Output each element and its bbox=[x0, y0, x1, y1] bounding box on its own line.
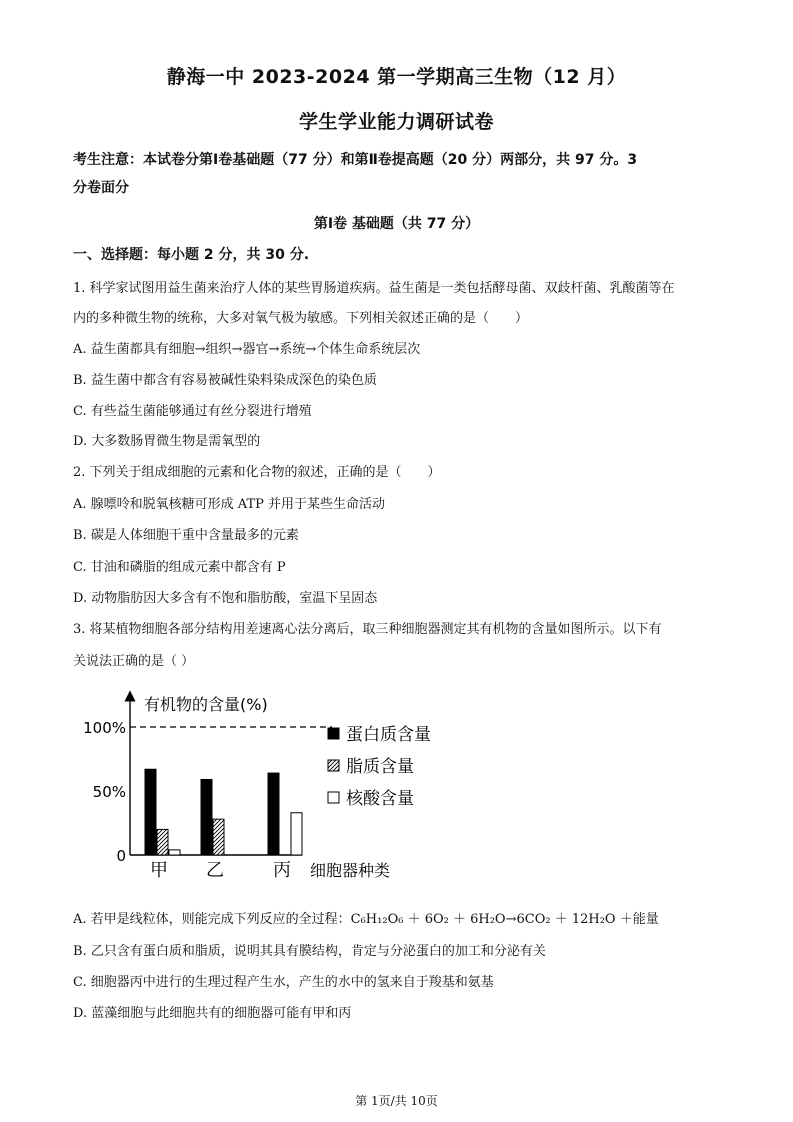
q2-option-a: A. 腺嘌呤和脱氧核糖可形成 ATP 并用于某些生命活动 bbox=[73, 497, 386, 512]
y-tick-label: 100% bbox=[83, 719, 126, 737]
q2-stem: 2. 下列关于组成细胞的元素和化合物的叙述，正确的是（ ） bbox=[73, 465, 441, 480]
y-tick-label: 50% bbox=[92, 783, 126, 801]
x-tick-label: 乙 bbox=[206, 860, 224, 881]
bar-乙-1 bbox=[213, 819, 224, 855]
q3-stem-line-1: 3. 将某植物细胞各部分结构用差速离心法分离后，取三种细胞器测定其有机物的含量如图所示。以下有 bbox=[73, 622, 662, 637]
bar-乙-0 bbox=[201, 779, 212, 855]
x-tick-label: 甲 bbox=[150, 860, 168, 881]
section-title: 第Ⅰ卷 基础题（共 77 分） bbox=[313, 216, 480, 232]
bar-甲-0 bbox=[145, 769, 156, 855]
legend-label: 核酸含量 bbox=[346, 789, 414, 809]
bar-丙-0 bbox=[268, 773, 279, 855]
page-number: 第 1页/共 10页 bbox=[355, 1094, 438, 1108]
q1-stem-line-2: 内的多种微生物的统称，大多对氧气极为敏感。下列相关叙述正确的是（ ） bbox=[73, 311, 529, 326]
bar-丙-2 bbox=[291, 813, 302, 855]
x-tick-label: 丙 bbox=[273, 860, 291, 881]
q3-option-c: C. 细胞器丙中进行的生理过程产生水，产生的水中的氢来自于羧基和氨基 bbox=[73, 975, 494, 990]
y-axis-label: 有机物的含量(%) bbox=[144, 695, 268, 714]
legend-label: 脂质含量 bbox=[346, 757, 414, 777]
bar-甲-1 bbox=[157, 829, 168, 855]
legend-swatch bbox=[328, 792, 339, 803]
title-line-2: 学生学业能力调研试卷 bbox=[298, 111, 494, 133]
q3-option-d: D. 蓝藻细胞与此细胞共有的细胞器可能有甲和丙 bbox=[73, 1006, 352, 1021]
bar-甲-2 bbox=[169, 850, 180, 855]
legend-label: 蛋白质含量 bbox=[346, 725, 431, 745]
q3-option-b: B. 乙只含有蛋白质和脂质，说明其具有膜结构，肯定与分泌蛋白的加工和分泌有关 bbox=[73, 944, 546, 959]
q1-option-b: B. 益生菌中都含有容易被碱性染料染成深色的染色质 bbox=[73, 373, 377, 388]
notice-line-1: 考生注意：本试卷分第Ⅰ卷基础题（77 分）和第Ⅱ卷提高题（20 分）两部分，共 97 分。3 bbox=[73, 152, 638, 168]
q1-option-c: C. 有些益生菌能够通过有丝分裂进行增殖 bbox=[73, 404, 312, 419]
notice-line-2: 分卷面分 bbox=[73, 180, 129, 196]
q3-stem-line-2: 关说法正确的是（ ） bbox=[73, 654, 195, 669]
q2-option-d: D. 动物脂肪因大多含有不饱和脂肪酸，室温下呈固态 bbox=[73, 591, 378, 606]
q3-option-a: A. 若甲是线粒体，则能完成下列反应的全过程：C₆H₁₂O₆ ＋ 6O₂ ＋ 6H₂O→6CO₂ ＋ 12H₂O ＋能量 bbox=[73, 912, 659, 927]
title-line-1: 静海一中 2023-2024 第一学期高三生物（12 月） bbox=[166, 66, 627, 88]
legend-swatch bbox=[328, 728, 339, 739]
q1-stem-line-1: 1. 科学家试图用益生菌来治疗人体的某些胃肠道疾病。益生菌是一类包括酵母菌、双歧杆菌、乳酸菌等在 bbox=[73, 281, 675, 296]
legend-swatch bbox=[328, 760, 339, 771]
q1-option-a: A. 益生菌都具有细胞→组织→器官→系统→个体生命系统层次 bbox=[73, 342, 421, 357]
section-heading: 一、选择题：每小题 2 分，共 30 分. bbox=[73, 247, 310, 263]
x-axis-label: 细胞器种类 bbox=[310, 861, 391, 880]
q1-option-d: D. 大多数肠胃微生物是需氧型的 bbox=[73, 434, 261, 449]
organelle-content-chart bbox=[70, 686, 470, 886]
exam-notice bbox=[73, 146, 723, 202]
y-tick-label: 0 bbox=[116, 847, 126, 865]
q2-option-b: B. 碳是人体细胞干重中含量最多的元素 bbox=[73, 528, 299, 543]
q2-option-c: C. 甘油和磷脂的组成元素中都含有 P bbox=[73, 560, 286, 575]
